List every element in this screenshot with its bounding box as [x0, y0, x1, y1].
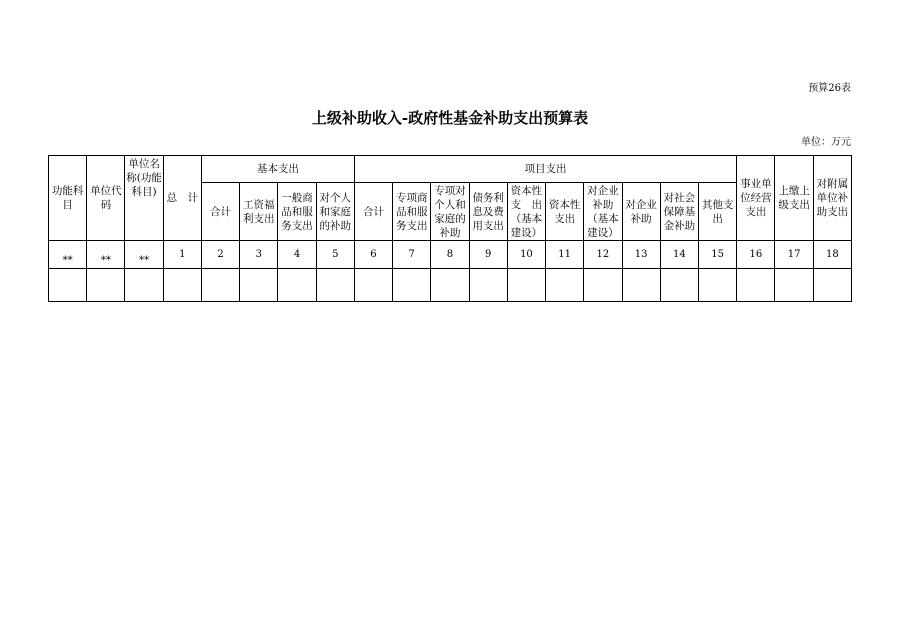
- index-cell: 3: [240, 241, 278, 269]
- index-cell: **: [87, 241, 125, 269]
- empty-cell: [49, 269, 87, 302]
- empty-cell: [316, 269, 354, 302]
- budget-table: [48, 155, 852, 302]
- col-header-enterprise-subsidy: 对企业 补助: [622, 183, 660, 241]
- empty-cell: [622, 269, 660, 302]
- index-cell: 9: [469, 241, 507, 269]
- index-cell: 14: [660, 241, 698, 269]
- empty-cell: [125, 269, 163, 302]
- index-cell: 12: [584, 241, 622, 269]
- empty-cell: [507, 269, 545, 302]
- index-cell: 16: [737, 241, 775, 269]
- col-header-subsidy-to-affiliates: 对附属 单位补 助支出: [813, 156, 851, 241]
- index-cell: 8: [431, 241, 469, 269]
- empty-cell: [201, 269, 239, 302]
- empty-cell: [660, 269, 698, 302]
- col-header-unit-code: 单位代 码: [87, 156, 125, 241]
- index-cell: 18: [813, 241, 851, 269]
- col-header-institution-operating-expenditure: 事业单 位经营 支出: [737, 156, 775, 241]
- empty-cell: [546, 269, 584, 302]
- index-cell: 6: [354, 241, 392, 269]
- empty-cell: [163, 269, 201, 302]
- col-header-goods-services: 一般商 品和服 务支出: [278, 183, 316, 241]
- col-header-function-subject: 功能科 目: [49, 156, 87, 241]
- group-header-project-expenditure: 项目支出: [354, 156, 736, 183]
- index-cell: 7: [393, 241, 431, 269]
- form-number: 预算26表: [808, 83, 851, 94]
- header-row-1: [49, 156, 852, 183]
- empty-cell: [469, 269, 507, 302]
- empty-cell: [354, 269, 392, 302]
- index-cell: **: [49, 241, 87, 269]
- col-header-social-security-fund-subsidy: 对社会 保障基 金补助: [660, 183, 698, 241]
- col-header-grand-total: 总 计: [163, 156, 201, 241]
- empty-cell: [813, 269, 851, 302]
- col-header-project-subtotal: 合计: [354, 183, 392, 241]
- page-title: 上级补助收入-政府性基金补助支出预算表: [311, 109, 589, 127]
- col-header-unit-name: 单位名 称(功能 科目): [125, 156, 163, 241]
- index-cell: 4: [278, 241, 316, 269]
- index-cell: 11: [546, 241, 584, 269]
- col-header-enterprise-subsidy-infrastructure: 对企业 补助 （基本 建设）: [584, 183, 622, 241]
- unit-label: 单位：万元: [801, 137, 851, 148]
- index-cell: 15: [698, 241, 736, 269]
- empty-cell: [584, 269, 622, 302]
- empty-cell: [737, 269, 775, 302]
- col-header-individual-household-subsidy: 对个人 和家庭 的补助: [316, 183, 354, 241]
- index-cell: 5: [316, 241, 354, 269]
- index-cell: 17: [775, 241, 813, 269]
- col-header-special-goods-services: 专项商 品和服 务支出: [393, 183, 431, 241]
- col-header-capital-expenditure-infrastructure: 资本性 支 出 （基本 建设）: [507, 183, 545, 241]
- col-header-basic-subtotal: 合计: [201, 183, 239, 241]
- col-header-capital-expenditure: 资本性 支出: [546, 183, 584, 241]
- empty-cell: [278, 269, 316, 302]
- empty-cell: [698, 269, 736, 302]
- empty-cell: [775, 269, 813, 302]
- index-row: [49, 241, 852, 269]
- empty-cell: [393, 269, 431, 302]
- empty-cell: [87, 269, 125, 302]
- index-cell: 1: [163, 241, 201, 269]
- col-header-debt-interest: 债务利 息及费 用支出: [469, 183, 507, 241]
- col-header-other-expenditure: 其他支 出: [698, 183, 736, 241]
- group-header-basic-expenditure: 基本支出: [201, 156, 354, 183]
- index-cell: 13: [622, 241, 660, 269]
- index-cell: 2: [201, 241, 239, 269]
- index-cell: 10: [507, 241, 545, 269]
- col-header-special-individual-household-subsidy: 专项对 个人和 家庭的 补助: [431, 183, 469, 241]
- empty-cell: [240, 269, 278, 302]
- col-header-payment-to-superior: 上缴上 级支出: [775, 156, 813, 241]
- col-header-wages-benefits: 工资福 利支出: [240, 183, 278, 241]
- data-row-empty: [49, 269, 852, 302]
- empty-cell: [431, 269, 469, 302]
- index-cell: **: [125, 241, 163, 269]
